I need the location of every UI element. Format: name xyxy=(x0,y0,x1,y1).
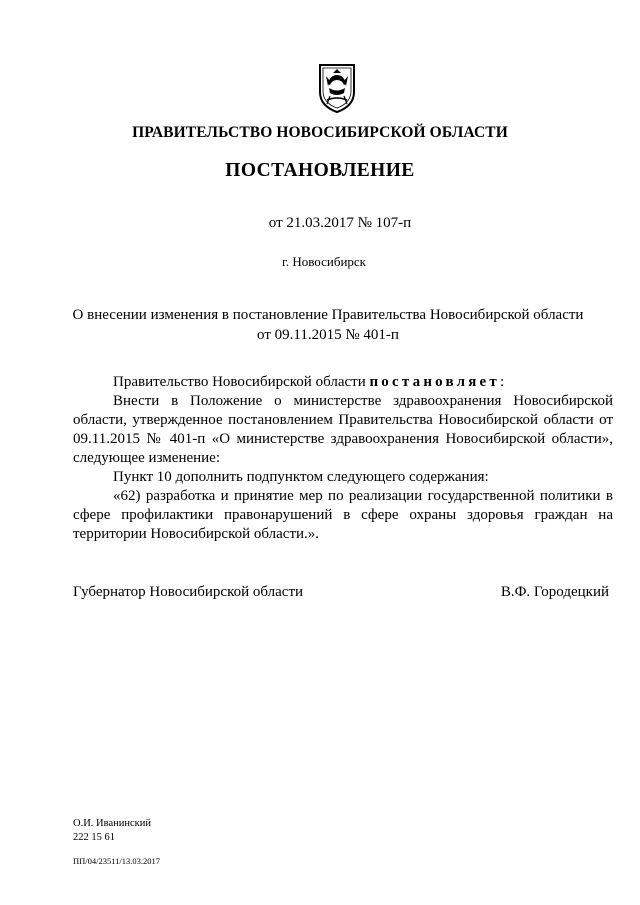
subject-line-1: О внесении изменения в постановление Правительства Новосибирской области xyxy=(72,307,584,323)
resolves-word: постановляет xyxy=(369,374,500,390)
signatory-position: Губернатор Новосибирской области xyxy=(73,584,304,600)
document-code: ПП/04/23511/13.03.2017 xyxy=(73,856,161,866)
document-type: ПОСТАНОВЛЕНИЕ xyxy=(225,160,415,181)
government-name: ПРАВИТЕЛЬСТВО НОВОСИБИРСКОЙ ОБЛАСТИ xyxy=(132,124,508,141)
new-subclause-paragraph: «62) разработка и принятие мер по реализации государственной политики в сфере профилактики правонарушений в сфере охраны здоровья граждан на территории Новосибирской области.». xyxy=(73,488,613,542)
subject-line-2: от 09.11.2015 № 401-п xyxy=(257,327,399,343)
signature-block xyxy=(73,584,609,601)
document-body xyxy=(73,373,613,544)
resolution-intro xyxy=(73,373,613,392)
signatory-name: В.Ф. Городецкий xyxy=(500,584,609,600)
resolution-intro-prefix: Правительство Новосибирской области xyxy=(113,374,370,390)
city: г. Новосибирск xyxy=(281,254,366,269)
executor-info xyxy=(73,817,151,845)
clause-paragraph: Пункт 10 дополнить подпунктом следующего содержания: xyxy=(113,469,489,485)
document-subject xyxy=(0,305,640,345)
date-and-number: от 21.03.2017 № 107-п xyxy=(268,215,412,231)
executor-phone: 222 15 61 xyxy=(73,832,115,843)
resolution-intro-suffix: : xyxy=(499,374,505,390)
executor-name: О.И. Иванинский xyxy=(73,818,151,829)
coat-of-arms-icon xyxy=(317,62,357,114)
amendment-paragraph: Внести в Положение о министерстве здравоохранения Новосибирской области, утвержденное постановлением Правительства Новосибирской области от 09.11.2015 № 401-п «О министерстве здравоохранения Новосибирской области», следующее изменение: xyxy=(73,393,613,466)
